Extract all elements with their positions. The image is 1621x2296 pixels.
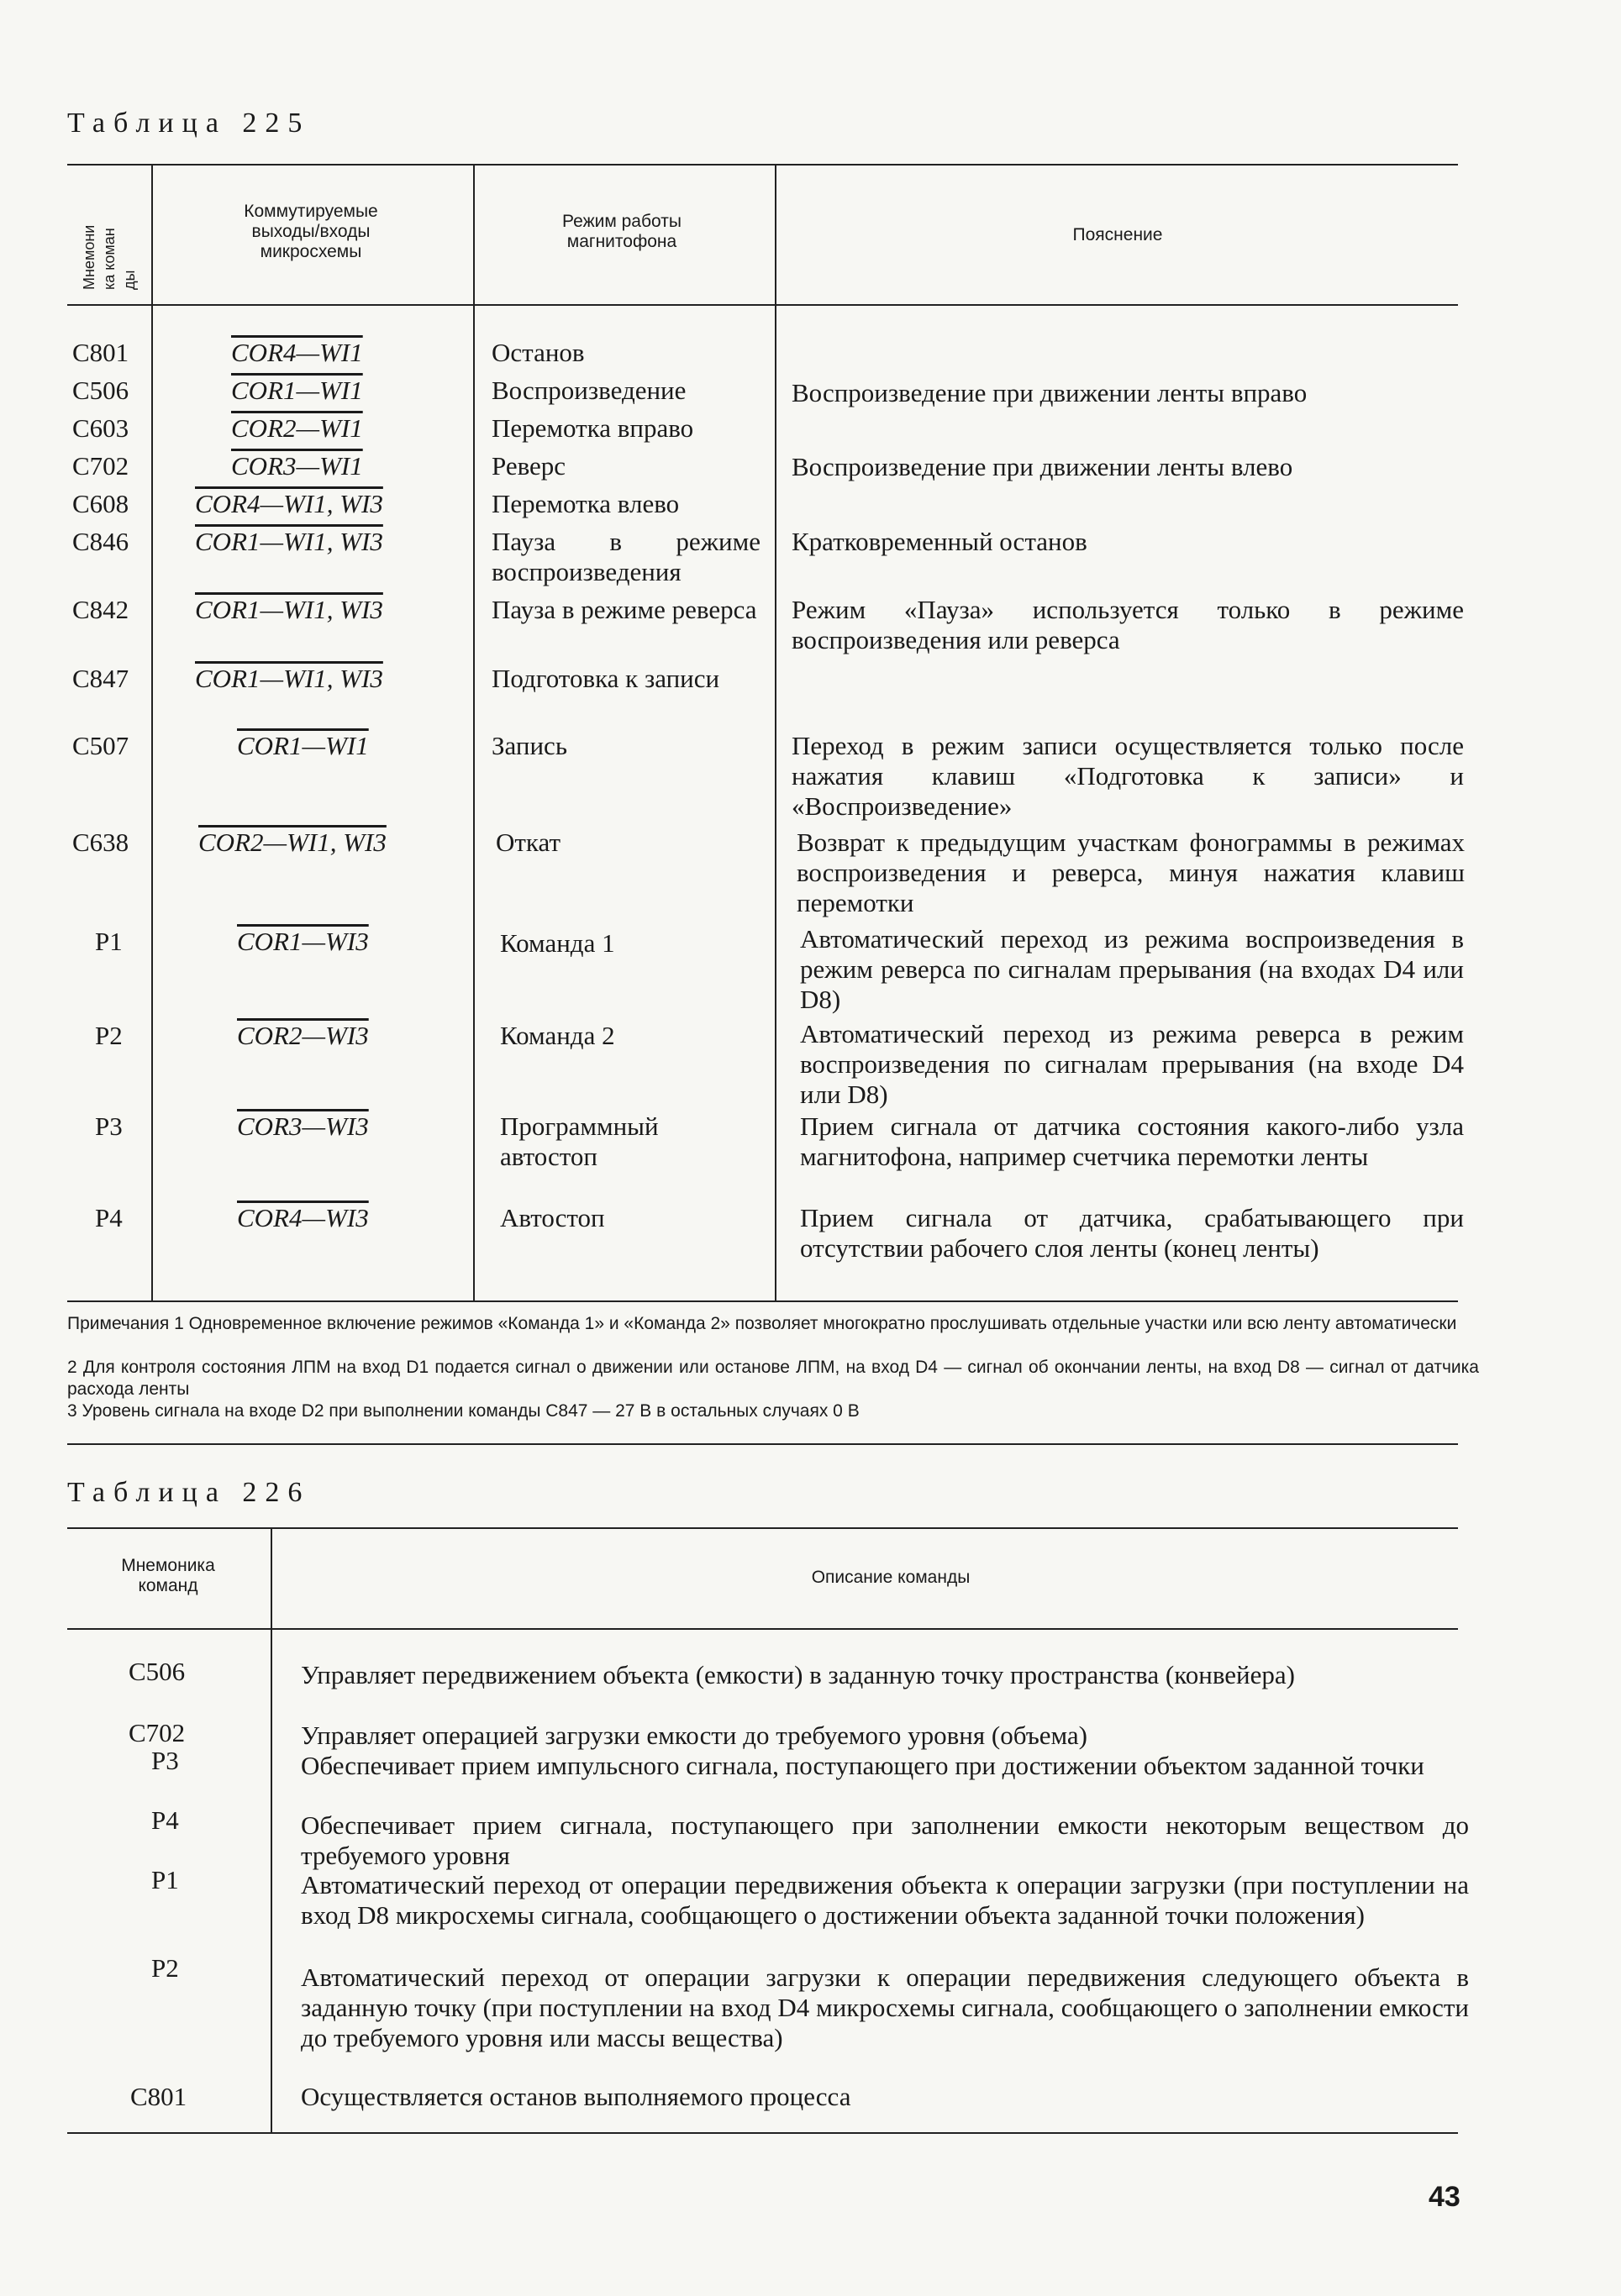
table-row-code: C638 bbox=[72, 828, 129, 857]
table-row-explanation: Режим «Пауза» используется только в режиме воспроизведения или реверса bbox=[792, 595, 1464, 654]
table-row-code: C847 bbox=[72, 664, 129, 693]
table-225-col2-divider bbox=[473, 164, 475, 1300]
table-row-code: P2 bbox=[95, 1021, 123, 1050]
table-row-explanation: Воспроизведение при движении ленты влево bbox=[792, 452, 1293, 481]
table-row-explanation: Автоматический переход из режима реверса в режим воспроизведения по сигналам прерывания (на входе D4 или D8) bbox=[800, 1019, 1464, 1109]
page-number: 43 bbox=[1429, 2181, 1460, 2213]
table-row-explanation: Прием сигнала от датчика состояния какого-либо узла магнитофона, например счетчика перемотки ленты bbox=[800, 1111, 1464, 1171]
table-row-code: P1 bbox=[151, 1865, 179, 1894]
table-row-signal: COR3—WI3 bbox=[237, 1111, 369, 1141]
table-row-code: C506 bbox=[129, 1657, 186, 1686]
table-row-code: P3 bbox=[95, 1111, 123, 1141]
table-225-header-rule bbox=[67, 304, 1458, 306]
table-row-signal: COR1—WI1, WI3 bbox=[195, 527, 383, 556]
table-row-signal: COR3—WI1 bbox=[231, 451, 363, 481]
table-row-code: C801 bbox=[130, 2082, 187, 2111]
table-row-description: Автоматический переход от операции загрузки к операции передвижения следующего объекта в заданную точку (при поступлении на вход D4 микросхемы сигнала, сообщающего о заполнении емкости до требуемого уровня или массы вещества) bbox=[301, 1962, 1469, 2052]
table-row-signal: COR2—WI1, WI3 bbox=[198, 828, 387, 857]
table-226-col-divider bbox=[271, 1527, 272, 2132]
table-row-mode: Воспроизведение bbox=[492, 376, 687, 405]
table-row-code: P3 bbox=[151, 1746, 179, 1775]
table-row-code: C842 bbox=[72, 595, 129, 624]
table-row-signal: COR1—WI1, WI3 bbox=[195, 595, 383, 624]
table-row-explanation: Воспроизведение при движении ленты вправо bbox=[792, 378, 1308, 407]
table-row-signal: COR4—WI1 bbox=[231, 338, 363, 367]
table-row-code: P4 bbox=[151, 1805, 179, 1835]
section-separator-rule bbox=[67, 1443, 1458, 1445]
table-row-code: C603 bbox=[72, 413, 129, 443]
table-row-mode: Пауза в режиме воспроизведения bbox=[492, 527, 761, 586]
table-225-title: Таблица 225 bbox=[67, 108, 311, 139]
table-row-explanation: Прием сигнала от датчика, срабатывающего при отсутствии рабочего слоя ленты (конец ленты) bbox=[800, 1203, 1464, 1263]
table-row-mode: Команда 2 bbox=[500, 1021, 615, 1050]
table-row-code: C846 bbox=[72, 527, 129, 556]
table-row-description: Осуществляется останов выполняемого процесса bbox=[301, 2082, 851, 2111]
table-row-signal: COR1—WI1, WI3 bbox=[195, 664, 383, 693]
table-225-bottom-rule bbox=[67, 1300, 1458, 1302]
table-225-explanation-header: Пояснение bbox=[1072, 225, 1163, 244]
table-226-top-rule bbox=[67, 1527, 1458, 1529]
table-row-mode: Команда 1 bbox=[500, 928, 615, 958]
table-row-code: C506 bbox=[72, 376, 129, 405]
table-row-signal: COR4—WI3 bbox=[237, 1203, 369, 1232]
table-row-explanation: Автоматический переход из режима воспроизведения в режим реверса по сигналам прерывания (на входах D4 или D8) bbox=[800, 924, 1464, 1014]
table-row-code: C702 bbox=[129, 1718, 186, 1747]
table-225-outputs-header: Коммутируемые выходы/входы микросхемы bbox=[244, 202, 378, 261]
table-row-code: C507 bbox=[72, 731, 129, 760]
table-row-mode: Программный автостоп bbox=[500, 1111, 659, 1171]
table-226-header-rule bbox=[67, 1628, 1458, 1630]
table-row-code: C702 bbox=[72, 451, 129, 481]
table-row-signal: COR1—WI1 bbox=[237, 731, 369, 760]
table-225-note-3: 3 Уровень сигнала на входе D2 при выполнении команды C847 — 27 В в остальных случаях 0 В bbox=[67, 1401, 860, 1421]
table-226-mnemonic-header: Мнемоника команд bbox=[121, 1556, 215, 1595]
table-225-top-rule bbox=[67, 164, 1458, 166]
table-225-note-2: 2 Для контроля состояния ЛПМ на вход D1 подается сигнал о движении или останове ЛПМ, на вход D4 — сигнал об окончании ленты, на вход D8 — сигнал от датчика расхода ленты bbox=[67, 1358, 1479, 1399]
table-row-description: Управляет операцией загрузки емкости до требуемого уровня (объема) bbox=[301, 1721, 1088, 1750]
table-row-explanation: Возврат к предыдущим участкам фонограммы в режимах воспроизведения и реверса, минуя нажатия клавиш перемотки bbox=[797, 828, 1465, 917]
table-row-description: Управляет передвижением объекта (емкости) в заданную точку пространства (конвейера) bbox=[301, 1660, 1295, 1689]
table-row-mode: Автостоп bbox=[500, 1203, 605, 1232]
table-225-note-1: Примечания 1 Одновременное включение режимов «Команда 1» и «Команда 2» позволяет многократно прослушивать отдельные участки или всю ленту автоматически bbox=[67, 1314, 1457, 1333]
table-row-explanation: Кратковременный останов bbox=[792, 527, 1087, 556]
table-row-description: Обеспечивает прием импульсного сигнала, поступающего при достижении объектом заданной точки bbox=[301, 1751, 1424, 1780]
table-row-code: C801 bbox=[72, 338, 129, 367]
table-226-description-header: Описание команды bbox=[811, 1568, 971, 1587]
table-row-signal: COR1—WI3 bbox=[237, 927, 369, 956]
table-row-description: Автоматический переход от операции передвижения объекта к операции загрузки (при поступлении на вход D8 микросхемы сигнала, сообщающего о достижении объекта заданной точки положения) bbox=[301, 1870, 1469, 1930]
table-row-mode: Пауза в режиме реверса bbox=[492, 595, 757, 624]
table-row-code: P2 bbox=[151, 1953, 179, 1983]
table-row-mode: Перемотка вправо bbox=[492, 413, 694, 443]
table-row-mode: Откат bbox=[496, 828, 561, 857]
table-row-signal: COR1—WI1 bbox=[231, 376, 363, 405]
table-226-title: Таблица 226 bbox=[67, 1477, 311, 1508]
table-225-mode-header: Режим работы магнитофона bbox=[562, 212, 682, 251]
table-row-mode: Подготовка к записи bbox=[492, 664, 720, 693]
table-row-mode: Реверс bbox=[492, 451, 566, 481]
table-225-col3-divider bbox=[775, 164, 776, 1300]
table-225-col1-divider bbox=[151, 164, 153, 1300]
table-226-bottom-rule bbox=[67, 2132, 1458, 2134]
table-row-mode: Запись bbox=[492, 731, 567, 760]
table-row-mode: Перемотка влево bbox=[492, 489, 680, 518]
table-row-description: Обеспечивает прием сигнала, поступающего при заполнении емкости некоторым веществом до требуемого уровня bbox=[301, 1810, 1469, 1870]
table-row-signal: COR2—WI1 bbox=[231, 413, 363, 443]
table-row-signal: COR4—WI1, WI3 bbox=[195, 489, 383, 518]
table-row-code: P4 bbox=[95, 1203, 123, 1232]
table-row-signal: COR2—WI3 bbox=[237, 1021, 369, 1050]
table-row-code: C608 bbox=[72, 489, 129, 518]
table-row-mode: Останов bbox=[492, 338, 585, 367]
table-row-explanation: Переход в режим записи осуществляется только после нажатия клавиш «Подготовка к записи» и «Воспроизведение» bbox=[792, 731, 1464, 821]
table-row-code: P1 bbox=[95, 927, 123, 956]
